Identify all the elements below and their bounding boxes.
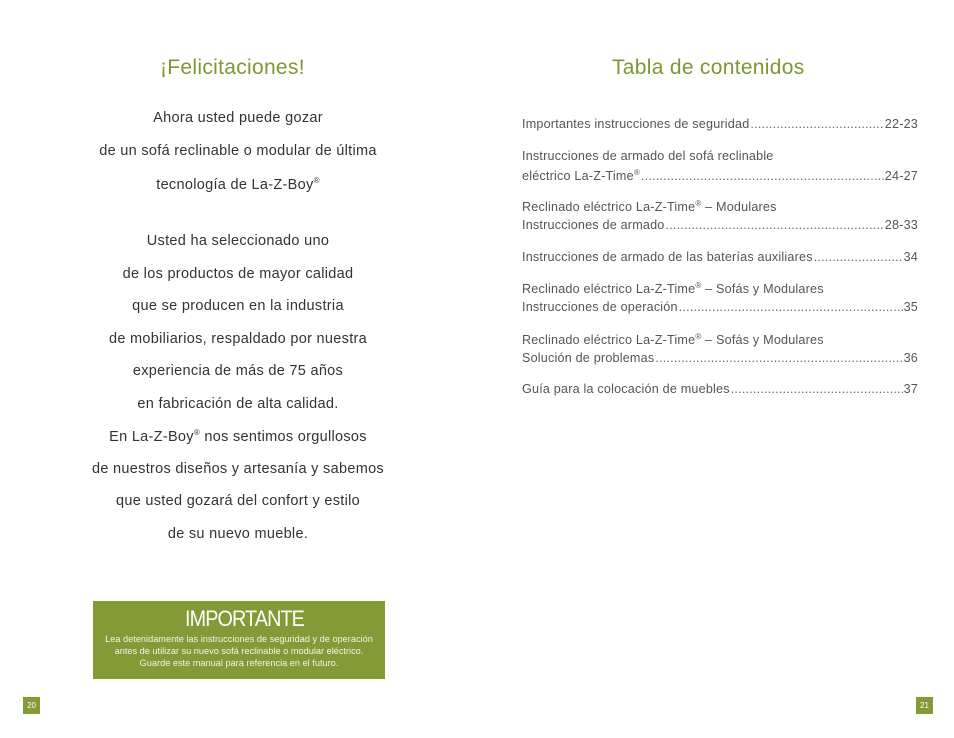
toc-entry-page: 37 (903, 382, 918, 396)
toc-leader (731, 382, 903, 396)
toc-leader (750, 117, 883, 131)
page-number-left: 20 (23, 697, 40, 714)
important-text: Lea detenidamente las instrucciones de seguridad y de operación antes de utilizar su nuevo sofá reclinable o modular eléctrico. Guarde este manual para referencia en el futuro. (105, 634, 373, 668)
toc-entry (522, 218, 918, 232)
toc-leader (814, 250, 903, 264)
intro-line: de nuestros diseños y artesanía y sabemos (92, 461, 384, 477)
page-number-right: 21 (916, 697, 933, 714)
intro-line: que se producen en la industria (132, 298, 344, 314)
toc-entry-line1-text: Reclinado eléctrico La-Z-Time (522, 282, 696, 297)
toc-entry-line1 (522, 199, 918, 214)
toc-entry-line1-text: Instrucciones de armado del sofá reclinable (522, 149, 774, 163)
intro-line: de su nuevo mueble. (167, 526, 309, 542)
registered-mark: ® (633, 168, 640, 177)
toc-entry (522, 351, 918, 365)
intro-line-text: tecnología de La-Z-Boy (156, 176, 314, 193)
toc-entry-line1-text: Reclinado eléctrico La-Z-Time (522, 200, 696, 215)
intro-line: Ahora usted puede gozar (153, 110, 323, 126)
toc-entry-line1 (522, 332, 918, 347)
toc-leader (666, 218, 884, 232)
toc-entry-page: 35 (903, 300, 918, 314)
toc-entry-page: 36 (903, 351, 918, 365)
intro-line-text: En La-Z-Boy (109, 428, 194, 445)
toc-entry-label: Guía para la colocación de muebles (522, 382, 730, 396)
toc-entry-label: Solución de problemas (522, 351, 655, 365)
registered-mark: ® (313, 176, 320, 185)
toc-title: Tabla de contenidos (612, 56, 805, 79)
toc-leader (679, 300, 903, 314)
toc-entry-page: 28-33 (884, 218, 918, 232)
toc-entry-label: Importantes instrucciones de seguridad (522, 117, 750, 131)
toc-leader (641, 169, 884, 183)
intro-line: en fabricación de alta calidad. (137, 396, 339, 412)
toc-entry-line1 (522, 281, 918, 296)
important-notice (93, 601, 385, 679)
registered-mark: ® (193, 428, 201, 437)
toc-entry (522, 168, 918, 183)
toc-entry-line1-suffix: – Sofás y Modulares (701, 282, 824, 297)
toc-entry (522, 250, 918, 264)
intro-line: Usted ha seleccionado uno (146, 233, 330, 249)
toc-entry-label: Instrucciones de armado (522, 218, 665, 232)
toc-entry-label (522, 168, 640, 183)
intro-line (60, 176, 416, 193)
intro-line-text: nos sentimos orgullosos (200, 428, 367, 445)
intro-line: experiencia de más de 75 años (132, 363, 344, 379)
intro-line: de mobiliarios, respaldado por nuestra (108, 331, 368, 347)
toc-entry-line1-suffix: – Sofás y Modulares (701, 333, 824, 348)
toc-entry-page: 22-23 (884, 117, 918, 131)
intro-line: de un sofá reclinable o modular de última (99, 143, 377, 159)
toc-entry-label: Instrucciones de operación (522, 300, 678, 314)
toc-entry-line1-suffix: – Modulares (701, 200, 777, 215)
registered-mark: ® (695, 332, 702, 341)
important-title: IMPORTANTE (185, 606, 304, 631)
toc-entry-line1-text: Reclinado eléctrico La-Z-Time (522, 333, 696, 348)
toc-entry-label: Instrucciones de armado de las baterías auxiliares (522, 250, 813, 264)
registered-mark: ® (695, 199, 702, 208)
intro-line (60, 428, 416, 445)
toc-entry-line1 (522, 149, 918, 163)
toc-entry-label-text: eléctrico La-Z-Time (522, 169, 634, 184)
toc-entry (522, 382, 918, 396)
toc-entry-page: 34 (903, 250, 918, 264)
toc-entry (522, 117, 918, 131)
intro-line: que usted gozará del confort y estilo (115, 493, 361, 509)
toc-entry-page: 24-27 (884, 169, 918, 184)
toc-leader (655, 351, 902, 365)
intro-line: de los productos de mayor calidad (122, 266, 354, 282)
registered-mark: ® (695, 281, 702, 290)
page-title-felicitaciones: ¡Felicitaciones! (160, 56, 305, 79)
toc-entry (522, 300, 918, 314)
